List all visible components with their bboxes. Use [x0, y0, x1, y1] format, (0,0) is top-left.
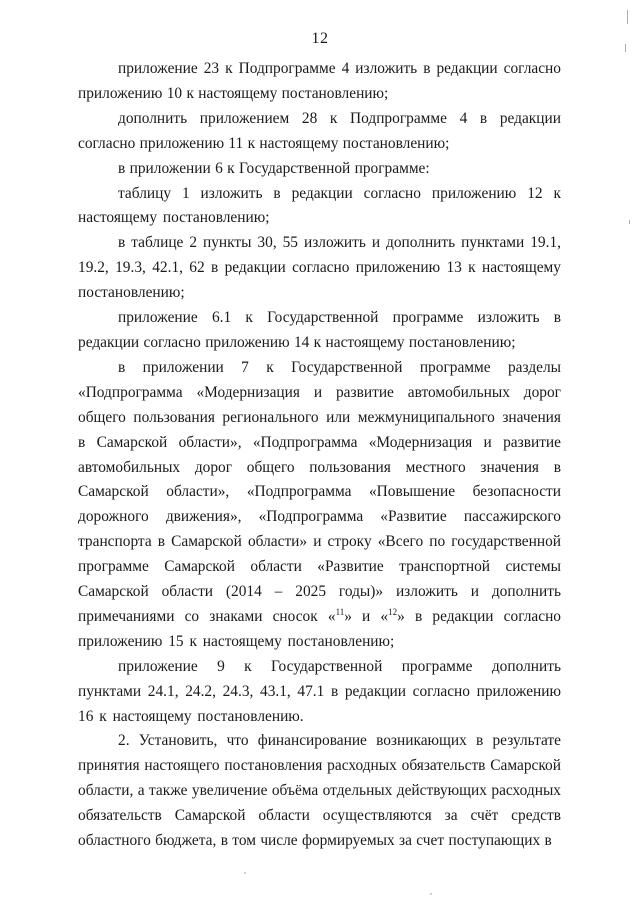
paragraph: приложение 9 к Государственной программе дополнить пунктами 24.1, 24.2, 24.3, 43.1, 47.1 в редакции согласно приложению 16 к настоящему постановлению.	[78, 657, 561, 725]
paragraph-text: в приложении 7 к Государственной программе разделы «Подпрограмма «Модернизация и развитие автомобильных дорог общего пользования регионального или межмуниципального значения в Самарской области», «Подпрограмма «Модернизация и развитие автомобильных дорог общего пользования местного значения в Самарской области», «Подпрограмма «Повышение безопасности дорожного движения», «Подпрограмма «Развитие пассажирского транспорта в Самарской области» и строку «Всего по государственной программе Самарской области «Развитие транспортной системы Самарской области (2014 – 2025 годы)» изложить и дополнить примечаниями со знаками сносок «	[78, 358, 561, 625]
document-body	[78, 57, 561, 854]
paragraph: приложение 23 к Подпрограмме 4 изложить в редакции согласно приложению 10 к настоящему постановлению;	[78, 60, 561, 102]
footnote-mark: 12	[388, 606, 398, 617]
scan-artifact	[629, 220, 630, 224]
paragraph-with-footnotes	[78, 356, 561, 655]
paragraph: в приложении 6 к Государственной программе:	[118, 159, 430, 177]
paragraph-text: » и «	[344, 607, 389, 625]
scan-speck	[430, 893, 432, 895]
page-number: 12	[311, 30, 329, 47]
footnote-mark: 11	[335, 606, 345, 617]
paragraph: дополнить приложением 28 к Подпрограмме 4 в редакции согласно приложению 11 к настоящему постановлению;	[78, 109, 561, 152]
paragraph: в таблице 2 пункты 30, 55 изложить и дополнить пунктами 19.1, 19.2, 19.3, 42.1, 62 в редакции согласно приложению 13 к настоящему постановлению;	[78, 234, 561, 302]
scan-artifact	[627, 10, 628, 24]
paragraph: 2. Установить, что финансирование возникающих в результате принятия настоящего постановления расходных обязательств Самарской области, а также увеличение объёма отдельных действующих расходных обязательств Самарской области осуществляются за счёт средств областного бюджета, в том числе формируемых за счет поступающих в	[78, 732, 561, 850]
scan-speck	[244, 872, 246, 874]
paragraph-text: » в редакции согласно приложению 15 к настоящему постановлению;	[78, 607, 562, 650]
paragraph: таблицу 1 изложить в редакции согласно приложению 12 к настоящему постановлению;	[78, 184, 561, 227]
paragraph: приложение 6.1 к Государственной программе изложить в редакции согласно приложению 14 к настоящему постановлению;	[78, 309, 561, 351]
